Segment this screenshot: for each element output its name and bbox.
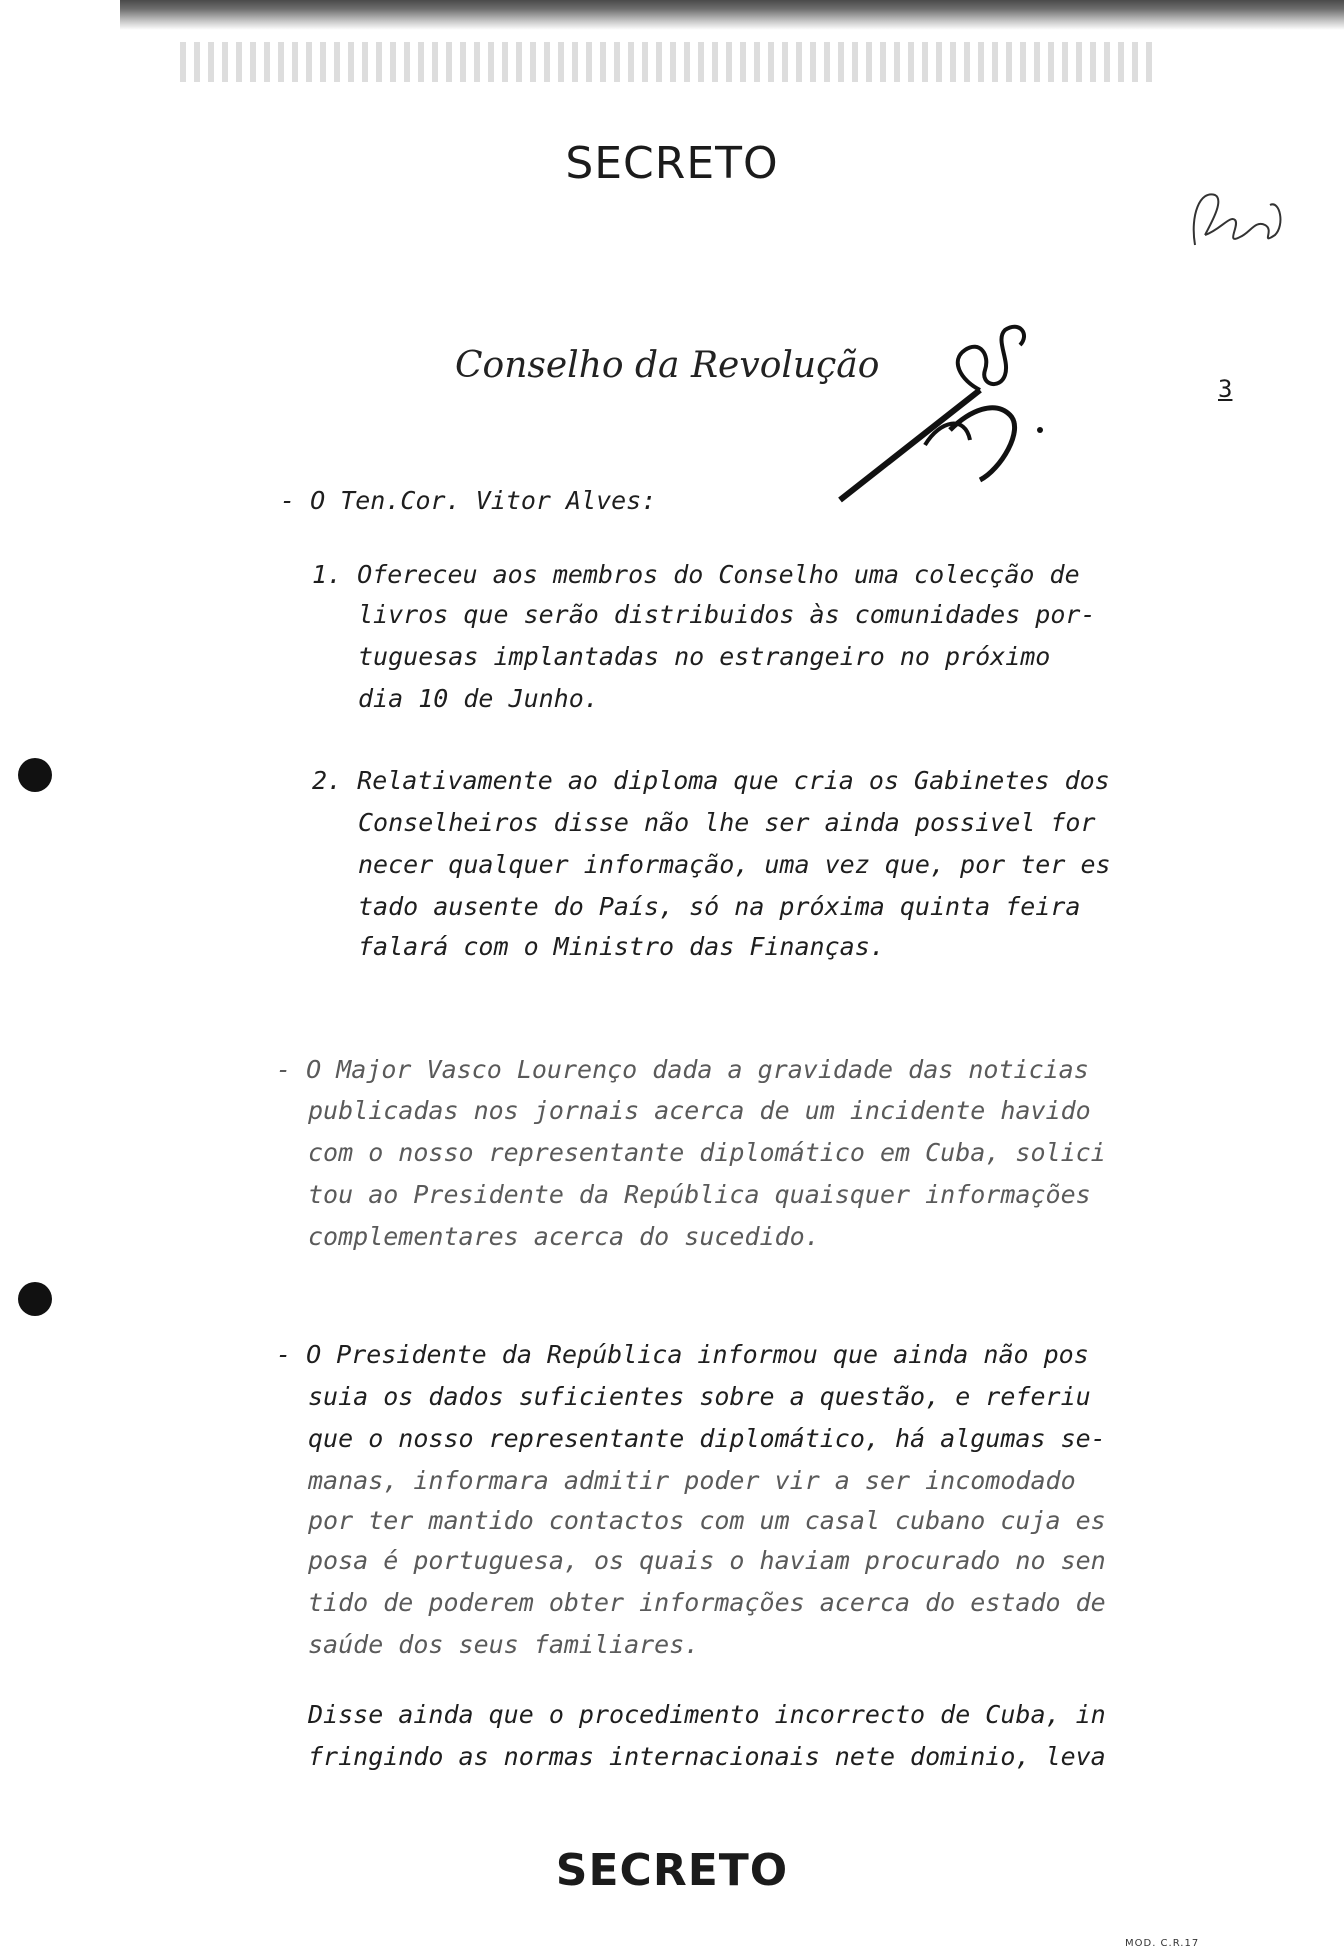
speaker-intro: - O Ten.Cor. Vitor Alves: — [280, 486, 657, 515]
paragraph-line: complementares acerca do sucedido. — [308, 1222, 820, 1251]
point2-line: tado ausente do País, só na próxima quinta feira — [358, 892, 1081, 921]
classification-stamp-top: SECRETO — [565, 138, 779, 189]
point1-line: tuguesas implantadas no estrangeiro no próximo — [358, 642, 1051, 671]
point1-line: 1. Ofereceu aos membros do Conselho uma colecção de — [312, 560, 1080, 589]
point2-line: falará com o Ministro das Finanças. — [358, 932, 885, 961]
paragraph-line: - O Major Vasco Lourenço dada a gravidade das noticias — [276, 1055, 1089, 1084]
paragraph-line: fringindo as normas internacionais nete dominio, leva — [308, 1742, 1106, 1771]
paragraph-line: tou ao Presidente da República quaisquer informações — [308, 1180, 1091, 1209]
point1-line: livros que serão distribuidos às comunidades por- — [358, 600, 1096, 629]
paragraph-line: por ter mantido contactos com um casal cubano cuja es — [308, 1506, 1106, 1535]
punch-hole — [18, 1282, 52, 1316]
faded-header-artifact — [180, 42, 1160, 82]
page-number: 3 — [1218, 375, 1233, 403]
paragraph-line: publicadas nos jornais acerca de um incidente havido — [308, 1096, 1091, 1125]
paragraph-line: suia os dados suficientes sobre a questão, e referiu — [308, 1382, 1091, 1411]
point1-line: dia 10 de Junho. — [358, 684, 599, 713]
classification-stamp-bottom: SECRETO — [555, 1845, 789, 1896]
council-letterhead: Conselho da Revolução — [455, 345, 880, 386]
point2-line: 2. Relativamente ao diploma que cria os Gabinetes dos — [312, 766, 1110, 795]
official-signature — [830, 320, 1060, 510]
point2-line: necer qualquer informação, uma vez que, por ter es — [358, 850, 1111, 879]
paragraph-line: Disse ainda que o procedimento incorrecto de Cuba, in — [308, 1700, 1106, 1729]
form-model-code: MOD. C.R.17 — [1125, 1938, 1200, 1949]
paragraph-line: posa é portuguesa, os quais o haviam procurado no sen — [308, 1546, 1106, 1575]
scan-edge-artifact — [120, 0, 1344, 30]
point2-line: Conselheiros disse não lhe ser ainda possivel for — [358, 808, 1096, 837]
paragraph-line: - O Presidente da República informou que ainda não pos — [276, 1340, 1089, 1369]
paragraph-line: tido de poderem obter informações acerca do estado de — [308, 1588, 1106, 1617]
punch-hole — [18, 758, 52, 792]
initials-signature — [1180, 175, 1290, 265]
paragraph-line: manas, informara admitir poder vir a ser incomodado — [308, 1466, 1076, 1495]
paragraph-line: com o nosso representante diplomático em Cuba, solici — [308, 1138, 1106, 1167]
paragraph-line: saúde dos seus familiares. — [308, 1630, 700, 1659]
paragraph-line: que o nosso representante diplomático, há algumas se- — [308, 1424, 1106, 1453]
